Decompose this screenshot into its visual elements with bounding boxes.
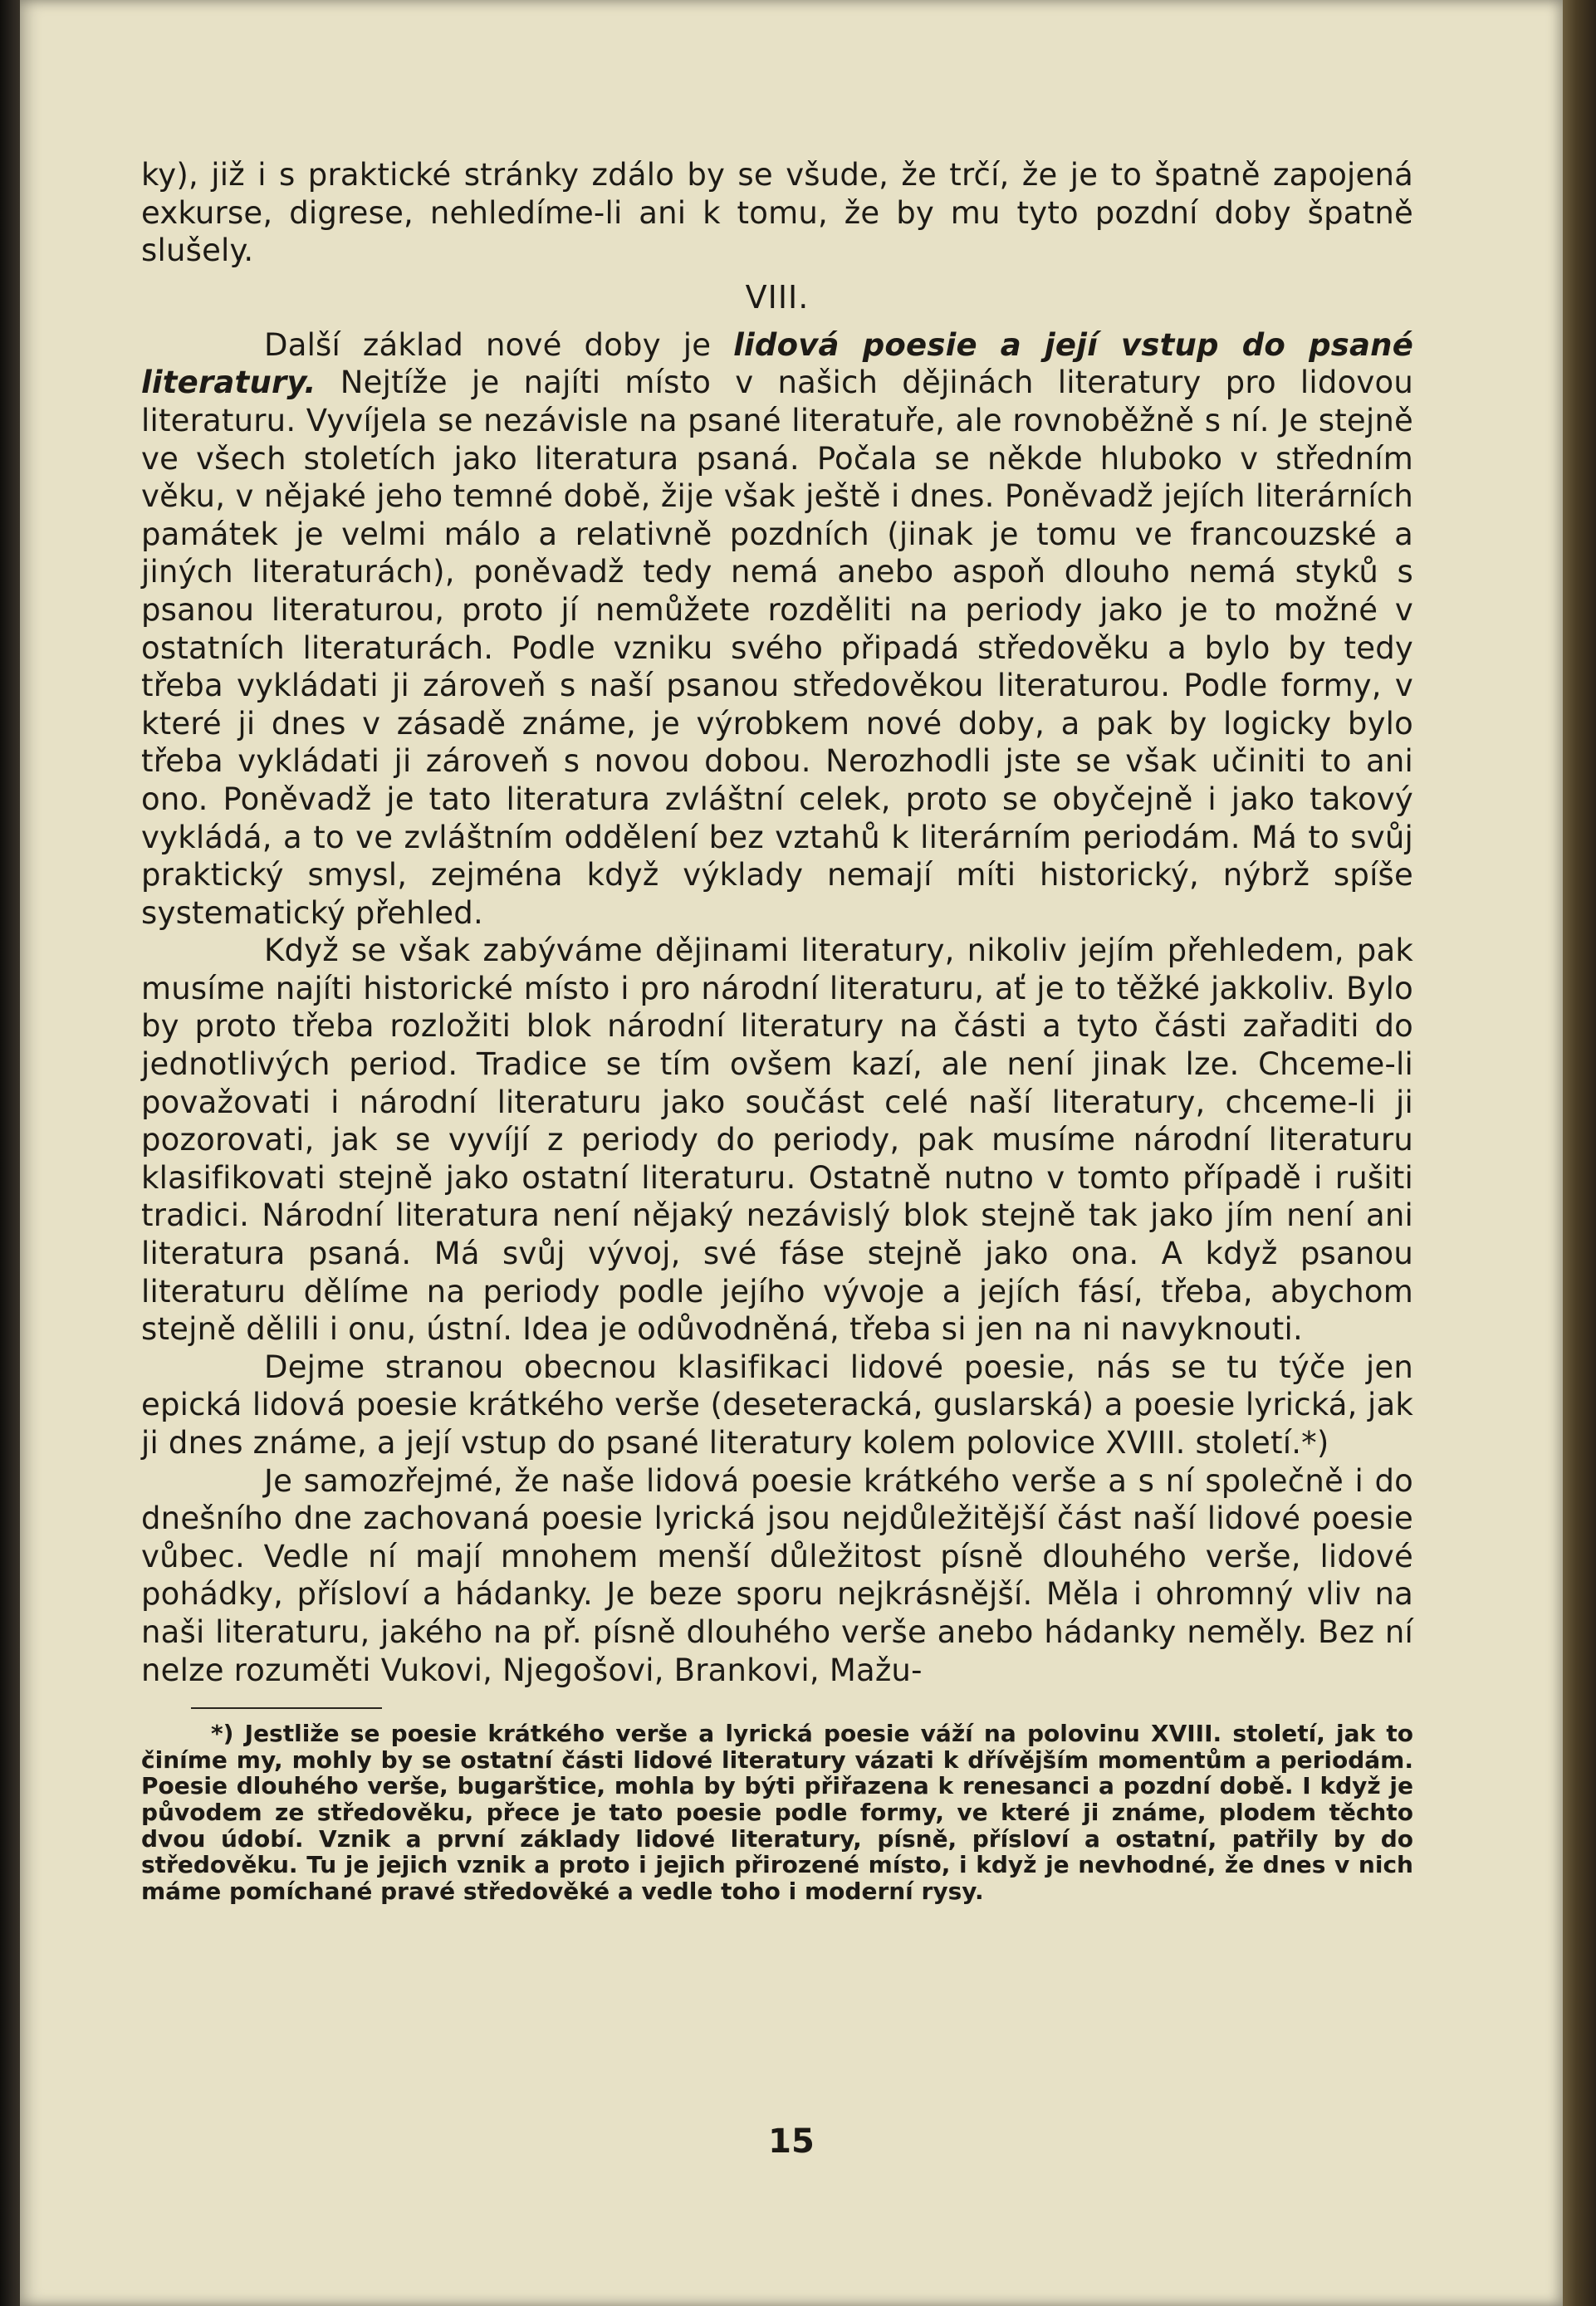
section-heading: VIII.: [745, 278, 810, 316]
footnote-divider: [191, 1707, 382, 1709]
page-number: 15: [768, 2122, 815, 2161]
footnote: *) Jestliže se poesie krátkého verše a lyrická poesie váží na polovinu XVIII. století, jak to činíme my, mohly by se ostatní části lidové literatury vázati k dřívějším momentům a periodám. Poesie dlouhého verše, bugarštice, mohla by býti přiřazena k renesanci a pozdní době. I když je původem ze středověku, přece je tato poesie podle formy, ve které ji známe, plodem těchto dvou údobí. Vznik a první základy lidové literatury, písně, přísloví a ostatní, patřily by do středověku. Tu je jejich vznik a proto i jejich přirozené místo, i když je nevhodné, že dnes v nich máme pomíchané pravé středověké a vedle toho i moderní rysy.: [141, 1720, 1413, 1905]
book-page: [20, 0, 1563, 2306]
paragraph-national-literature: Když se však zabýváme dějinami literatury, nikoliv jejím přehledem, pak musíme najíti historické místo i pro národní literaturu, ať je to těžké jakkoliv. Bylo by proto třeba rozložiti blok národní literatury na části a tyto části zařaditi do jednotlivých period. Tradice se tím ovšem kazí, ale není jinak lze. Chceme-li považovati i národní literaturu jako součást celé naší literatury, chceme-li ji pozorovati, jak se vyvíjí z periody do periody, pak musíme národní literaturu klasifikovati stejně jako ostatní literaturu. Ostatně nutno v tomto případě i rušiti tradici. Národní literatura není nějaký nezávislý blok stejně tak jako jím není ani literatura psaná. Má svůj vývoj, své fáse stejně jako ona. A když psanou literaturu dělíme na periody podle jejího vývoje a jejích fásí, třeba, abychom stejně dělili i onu, ústní. Idea je odůvodněná, třeba si jen na ni navyknouti.: [141, 933, 1413, 1348]
paragraph-importance: Je samozřejmé, že naše lidová poesie krátkého verše a s ní společně i do dnešního dne zachovaná poesie lyrická jsou nejdůležitější část naší lidové poesie vůbec. Vedle ní mají mnohem menší důležitost písně dlouhého verše, lidové pohádky, přísloví a hádanky. Je beze sporu nejkrásnější. Měla i ohromný vliv na naši literaturu, jakého na př. písně dlouhého verše anebo hádanky neměly. Bez ní nelze rozuměti Vukovi, Njegošovi, Brankovi, Mažu-: [141, 1462, 1413, 1688]
emphasized-phrase: lidová poesie a její vstup do psané literatury.: [141, 326, 1414, 401]
book-edge-right: [1563, 0, 1596, 2306]
paragraph-continued: ky), již i s praktické stránky zdálo by se všude, že trčí, že je to špatně zapojená exkurse, digrese, nehledíme-li ani k tomu, že by mu tyto pozdní doby špatně slušely.: [141, 157, 1413, 269]
paragraph-rest: Nejtíže je najíti místo v našich dějinách literatury pro lidovou literaturu. Vyvíjela se nezávisle na psané literatuře, ale rovnoběžně s ní. Je stejně ve všech stoletích jako literatura psaná. Počala se někde hluboko v středním věku, v nějaké jeho temné době, žije však ještě i dnes. Poněvadž jejích literárních památek je velmi málo a relativně pozdních (jinak je tomu ve francouzské a jiných literaturách), poněvadž tedy nemá anebo aspoň dlouho nemá styků s psanou literaturou, proto jí nemůžete rozděliti na periody jako je to možné v ostatních literaturách. Podle vzniku svého připadá středověku a bylo by tedy třeba vykládati ji zároveň s naší psanou středověkou literaturou. Podle formy, v které ji dnes v zásadě známe, je výrobkem nové doby, a pak by logicky bylo třeba vykládati ji zároveň s novou dobou. Nerozhodli jste se však učiniti to ani ono. Poněvadž je tato literatura zvláštní celek, proto se obyčejně i jako takový vykládá, a to ve zvláštním oddělení bez vztahů k literárním periodám. Má to svůj praktický smysl, zejména když výklady nemají míti historický, nýbrž spíše systematický přehled.: [141, 365, 1413, 931]
book-spine-left: [0, 0, 22, 2306]
paragraph-folk-poetry: [141, 326, 1413, 933]
paragraph-lead: Další základ nové doby je: [264, 326, 734, 363]
main-text-block: [141, 156, 1413, 1904]
paragraph-classification: Dejme stranou obecnou klasifikaci lidové poesie, nás se tu týče jen epická lidová poesie krátkého verše (deseteracká, guslarská) a poesie lyrická, jak ji dnes známe, a její vstup do psané literatury kolem polovice XVIII. století.*): [141, 1349, 1413, 1461]
